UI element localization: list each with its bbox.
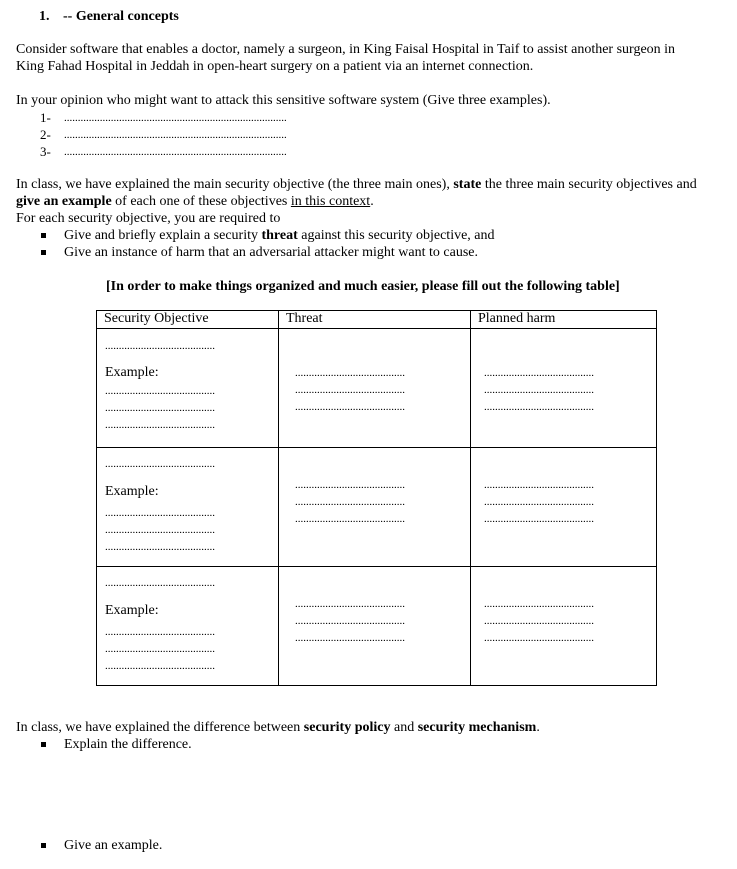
- example-blank[interactable]: ........................................: [105, 403, 215, 414]
- harm-cell[interactable]: [471, 567, 657, 686]
- threat-blank[interactable]: ........................................: [295, 368, 405, 379]
- attacker-label-3: 3-: [40, 144, 51, 159]
- policy-bold: security policy: [303, 720, 391, 735]
- table-row: [97, 448, 657, 567]
- header-security-objective: Security Objective: [97, 311, 279, 329]
- intro-line-2: King Fahad Hospital in Jeddah in open-heart surgery on a patient via an internet connection.: [16, 59, 534, 74]
- objectives-line-2-text: of each one of these objectives: [111, 194, 291, 209]
- harm-blank[interactable]: ........................................: [484, 368, 594, 379]
- bullet-1-threat-bold: threat: [261, 228, 298, 243]
- header-threat: Threat: [279, 311, 471, 329]
- harm-blank[interactable]: ........................................: [484, 599, 594, 610]
- policy-question: [16, 719, 540, 736]
- table-note-text: [In order to make things organized and much easier, please fill out the following table]: [106, 279, 620, 294]
- threat-blank[interactable]: ........................................: [295, 497, 405, 508]
- example-blank[interactable]: ........................................: [105, 542, 215, 553]
- threat-blank[interactable]: ........................................: [295, 514, 405, 525]
- section-heading: [39, 8, 179, 25]
- harm-blank[interactable]: ........................................: [484, 402, 594, 413]
- example-blank[interactable]: ........................................: [105, 508, 215, 519]
- threat-cell[interactable]: [279, 567, 471, 686]
- table-note: [106, 278, 620, 295]
- objective-name-blank[interactable]: ........................................: [105, 459, 215, 470]
- attacker-blank-2[interactable]: .................................................................................: [64, 130, 287, 141]
- mechanism-bold: security mechanism: [417, 720, 537, 735]
- intro-line-1: Consider software that enables a doctor, namely a surgeon, in King Faisal Hospital in Taif to assist another surgeon in: [16, 42, 676, 57]
- header-planned-harm: Planned harm: [471, 311, 657, 329]
- policy-end: .: [536, 720, 540, 735]
- example-blank[interactable]: ........................................: [105, 644, 215, 655]
- example-blank[interactable]: ........................................: [105, 420, 215, 431]
- objectives-line-3: For each security objective, you are required to: [16, 211, 281, 226]
- threat-blank[interactable]: ........................................: [295, 480, 405, 491]
- objectives-line-1-text: In class, we have explained the main security objective (the three main ones),: [16, 177, 454, 192]
- threat-blank[interactable]: ........................................: [295, 633, 405, 644]
- threat-blank[interactable]: ........................................: [295, 616, 405, 627]
- attackers-question: In your opinion who might want to attack this sensitive software system (Give three examples).: [16, 93, 551, 108]
- example-blank[interactable]: ........................................: [105, 525, 215, 536]
- harm-blank[interactable]: ........................................: [484, 633, 594, 644]
- attacker-blank-3[interactable]: .................................................................................: [64, 147, 287, 158]
- bullet-1-text: Give and briefly explain a security: [64, 228, 262, 243]
- section-number: 1.: [39, 9, 50, 24]
- threat-blank[interactable]: ........................................: [295, 402, 405, 413]
- objectives-context-underline: in this context: [290, 194, 371, 209]
- objective-cell[interactable]: [97, 567, 279, 686]
- example-label: Example:: [105, 603, 159, 618]
- objectives-state-bold: state: [453, 177, 482, 192]
- example-blank[interactable]: ........................................: [105, 386, 215, 397]
- attacker-label-2: 2-: [40, 127, 51, 142]
- threat-blank[interactable]: ........................................: [295, 385, 405, 396]
- table-header-row: [97, 311, 657, 329]
- example-label: Example:: [105, 365, 159, 380]
- table-row: [97, 329, 657, 448]
- policy-and: and: [390, 720, 418, 735]
- objectives-line-1-end: the three main security objectives and: [481, 177, 697, 192]
- section-title: -- General concepts: [63, 9, 179, 24]
- bullet-icon: [41, 233, 46, 238]
- harm-blank[interactable]: ........................................: [484, 514, 594, 525]
- bullet-1-end: against this security objective, and: [297, 228, 495, 243]
- policy-bullet-2: Give an example.: [64, 838, 163, 853]
- bullet-icon: [41, 742, 46, 747]
- example-label: Example:: [105, 484, 159, 499]
- threat-cell[interactable]: [279, 448, 471, 567]
- bullet-icon: [41, 250, 46, 255]
- objectives-line-2-end: .: [370, 194, 374, 209]
- example-blank[interactable]: ........................................: [105, 627, 215, 638]
- table-row: [97, 567, 657, 686]
- threat-cell[interactable]: [279, 329, 471, 448]
- threat-blank[interactable]: ........................................: [295, 599, 405, 610]
- attacker-blank-1[interactable]: .................................................................................: [64, 113, 287, 124]
- objective-cell[interactable]: [97, 448, 279, 567]
- objective-cell[interactable]: [97, 329, 279, 448]
- harm-blank[interactable]: ........................................: [484, 385, 594, 396]
- harm-blank[interactable]: ........................................: [484, 480, 594, 491]
- objective-name-blank[interactable]: ........................................: [105, 578, 215, 589]
- objectives-bullet-1: [64, 227, 495, 244]
- harm-cell[interactable]: [471, 448, 657, 567]
- policy-text: In class, we have explained the difference between: [16, 720, 304, 735]
- security-objectives-table: [96, 310, 657, 686]
- example-blank[interactable]: ........................................: [105, 661, 215, 672]
- objectives-line-1: [16, 176, 697, 193]
- objective-name-blank[interactable]: ........................................: [105, 341, 215, 352]
- objectives-bullet-2: Give an instance of harm that an adversarial attacker might want to cause.: [64, 245, 478, 260]
- harm-cell[interactable]: [471, 329, 657, 448]
- objectives-line-2: [16, 193, 374, 210]
- policy-bullet-1: Explain the difference.: [64, 737, 192, 752]
- harm-blank[interactable]: ........................................: [484, 497, 594, 508]
- harm-blank[interactable]: ........................................: [484, 616, 594, 627]
- objectives-example-bold: give an example: [16, 194, 112, 209]
- attacker-label-1: 1-: [40, 110, 51, 125]
- bullet-icon: [41, 843, 46, 848]
